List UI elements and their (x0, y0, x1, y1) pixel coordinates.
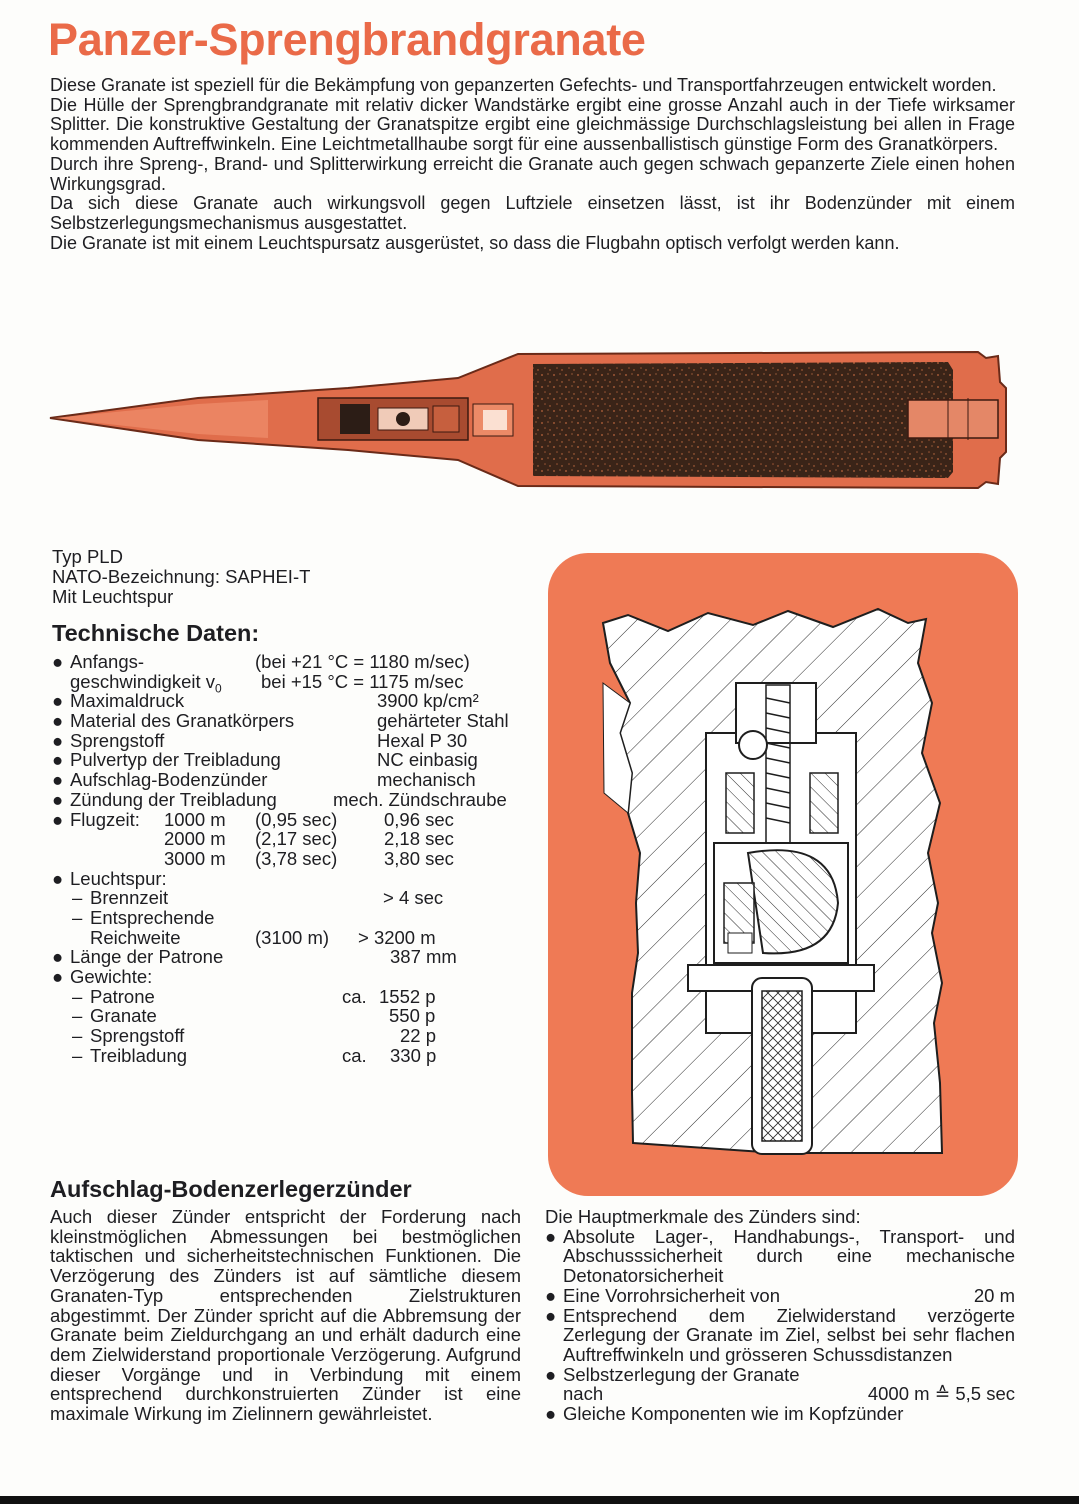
cartridge-cutaway-illustration (48, 348, 1010, 500)
bullet: ● (52, 769, 64, 791)
feature-text: Gleiche Komponenten wie im Kopfzünder (563, 1403, 904, 1425)
flight-distance: 3000 m (164, 847, 226, 869)
bullet: ● (52, 710, 64, 732)
technical-data-list (52, 652, 532, 1065)
weight-row (52, 1006, 532, 1026)
flight-time-calc: (0,95 sec) (255, 808, 338, 830)
weight-prefix: ca. (342, 1044, 367, 1066)
spec-condition: (3100 m) (255, 926, 330, 948)
nato-designation: NATO-Bezeichnung: SAPHEI-T (52, 566, 311, 587)
cartridge-designation (52, 547, 310, 607)
feature-item (545, 1404, 1015, 1424)
spec-value: > 4 sec (383, 887, 444, 909)
spec-value: 387 mm (390, 946, 457, 968)
weight-prefix: ca. (342, 985, 367, 1007)
weight-row (52, 1046, 532, 1066)
weight-label: Patrone (90, 985, 155, 1007)
fuze-features (545, 1207, 1015, 1424)
feature-text: Selbstzerlegung der Granate (563, 1363, 800, 1385)
spec-row (52, 967, 532, 987)
spec-label: Flugzeit: (70, 808, 140, 830)
features-intro: Die Hauptmerkmale des Zünders sind: (545, 1206, 861, 1227)
spec-value: mechanisch (377, 769, 476, 791)
feature-item (545, 1306, 1015, 1365)
bullet: ● (545, 1363, 557, 1385)
dash: – (72, 906, 83, 928)
spec-row (52, 652, 532, 672)
bullet: ● (52, 808, 64, 830)
feature-text: Absolute Lager-, Handhabungs-, Transport- und Abschusssicherheit durch eine mechanische Detonatorsicherheit (563, 1225, 1015, 1287)
bottom-rule (0, 1496, 1079, 1504)
bullet: ● (545, 1304, 557, 1326)
flight-time-measured: 0,96 sec (384, 808, 454, 830)
dash: – (72, 1005, 83, 1027)
bullet: ● (545, 1284, 557, 1306)
flight-distance: 2000 m (164, 828, 226, 850)
intro-text (50, 76, 1015, 253)
spec-label: Material des Granatkörpers (70, 710, 295, 732)
feature-item (545, 1286, 1015, 1306)
page-title: Panzer-Sprengbrandgranate (48, 14, 646, 65)
type-label: Typ PLD (52, 546, 123, 567)
fuze-description: Auch dieser Zünder entspricht der Forderung nach kleinstmöglichen Abmessungen bei bestmöglichen taktischen und sicherheitstechnischen Funktionen. Die Verzögerung des Zünders ist auf sämtliche diesem Granaten-Typ entsprechenden Zielstrukturen abgestimmt. Der Zünder spricht auf die Abbremsung der Granate beim Zieldurchgang an und erhält dadurch eine dem Zielwiderstand proportionale Verzögerung. Aufgrund dieser Vorgänge und in Verbindung mit einem entsprechend durchkonstruierten Zünder ist eine maximale Wirkung im Zielinnern gewährleistet. (50, 1206, 521, 1425)
dash: – (72, 985, 83, 1007)
propellant-charge (533, 362, 953, 478)
flight-time-calc: (3,78 sec) (255, 847, 338, 869)
spec-value: 3900 kp/cm² (377, 690, 479, 712)
spec-label: geschwindigkeit v (70, 670, 215, 692)
flight-time-measured: 3,80 sec (384, 847, 454, 869)
spec-label: Maximaldruck (70, 690, 185, 712)
spec-row (52, 908, 532, 928)
bullet: ● (545, 1403, 557, 1425)
spec-value: > 3200 m (358, 926, 436, 948)
weight-value: 550 p (389, 1005, 436, 1027)
intro-paragraph: Die Hülle der Sprengbrandgranate mit relativ dicker Wandstärke ergibt eine grosse Anzahl auch in der Tiefe wirksamer Splitter. Die konstruktive Gestaltung der Granatspitze ergibt eine gleichmässige Durchschlagsleistung bei allen in Frage kommenden Auftreffwinkeln. Eine Leichtmetallhaube sorgt für eine aussenballistisch günstige Form des Granatkörpers. (50, 94, 1015, 155)
spec-row (52, 947, 532, 967)
spec-label: Sprengstoff (70, 729, 165, 751)
spec-value: gehärteter Stahl (377, 710, 509, 732)
weight-value: 1552 p (379, 985, 436, 1007)
spec-label: Zündung der Treibladung (70, 788, 277, 810)
spec-label: Leuchtspur: (70, 867, 167, 889)
dash: – (72, 1044, 83, 1066)
weight-row (52, 1026, 532, 1046)
flight-time-measured: 2,18 sec (384, 828, 454, 850)
intro-paragraph: Die Granate ist mit einem Leuchtspursatz ausgerüstet, so dass die Flugbahn optisch verfolgt werden kann. (50, 232, 900, 253)
spec-row (52, 691, 532, 711)
spec-row (52, 829, 532, 849)
spec-row (52, 810, 532, 830)
bullet: ● (52, 729, 64, 751)
spec-label: Länge der Patrone (70, 946, 224, 968)
spec-row (52, 711, 532, 731)
bullet: ● (52, 749, 64, 771)
spec-row: geschwindigkeit $v_0$ bei +15 °C = 1175 m/sec (70, 670, 464, 696)
spec-value: Hexal P 30 (377, 729, 468, 751)
bullet: ● (52, 946, 64, 968)
dash: – (72, 1025, 83, 1047)
intro-paragraph: Da sich diese Granate auch wirkungsvoll gegen Luftziele einsetzen lässt, ist ihr Bodenzünder mit einem Selbstzerlegungsmechanismus ausgestattet. (50, 193, 1015, 233)
feature-value: 20 m (973, 1284, 1015, 1306)
spec-row (52, 869, 532, 889)
intro-paragraph: Durch ihre Spreng-, Brand- und Splitterwirkung erreicht die Granate auch gegen schwach gepanzerte Ziele einen hohen Wirkungsgrad. (50, 153, 1015, 194)
spec-label: Brennzeit (90, 887, 169, 909)
spec-row (52, 888, 532, 908)
spec-row (52, 849, 532, 869)
weight-label: Treibladung (90, 1044, 188, 1066)
bullet: ● (52, 690, 64, 712)
safety-rotor (748, 850, 838, 953)
detent-ball (739, 731, 767, 759)
bullet: ● (52, 651, 64, 672)
spec-label: Anfangs- (70, 651, 145, 672)
weight-value: 22 p (400, 1025, 437, 1047)
spec-label: Gewichte: (70, 966, 153, 987)
spec-row (52, 731, 532, 751)
spec-value: mech. Zündschraube (333, 788, 507, 810)
fuze-heading: Aufschlag-Bodenzerlegerzünder (50, 1176, 412, 1202)
spec-row (52, 790, 532, 810)
dash: – (72, 887, 83, 909)
spec-value: bei +15 °C = 1175 m/sec (261, 670, 464, 692)
weight-label: Sprengstoff (90, 1025, 185, 1047)
spec-row (52, 928, 532, 948)
weight-label: Granate (90, 1005, 157, 1027)
spec-value: NC einbasig (377, 749, 478, 771)
feature-text: Entsprechend dem Zielwiderstand verzögerte Zerlegung der Granate im Ziel, selbst bei sehr flachen Auftreffwinkeln und grösseren Schussdistanzen (563, 1304, 1015, 1365)
spec-label: Reichweite (90, 926, 181, 948)
bullet: ● (52, 867, 64, 889)
fuze-cross-section-illustration (548, 553, 1018, 1196)
flight-time-calc: (2,17 sec) (255, 828, 338, 850)
feature-text: Eine Vorrohrsicherheit von (563, 1284, 780, 1306)
weight-row (52, 987, 532, 1007)
feature-text: nach (563, 1383, 604, 1405)
intro-paragraph: Diese Granate ist speziell für die Bekämpfung von gepanzerten Gefechts- und Transportfahrzeugen entwickelt worden. (50, 75, 997, 95)
bullet: ● (545, 1225, 557, 1247)
bullet: ● (52, 966, 64, 987)
spec-value: (bei +21 °C = 1180 m/sec) (255, 651, 470, 672)
spec-row (52, 770, 532, 790)
feature-item (545, 1365, 1015, 1404)
bullet: ● (52, 788, 64, 810)
spec-label: Pulvertyp der Treibladung (70, 749, 281, 771)
spec-label: Entsprechende (90, 906, 215, 928)
tracer-note: Mit Leuchtspur (52, 586, 174, 607)
flight-distance: 1000 m (164, 808, 226, 830)
weight-value: 330 p (390, 1044, 437, 1066)
spec-row (52, 750, 532, 770)
spec-label: Aufschlag-Bodenzünder (70, 769, 268, 791)
feature-value: 4000 m ≙ 5,5 sec (867, 1383, 1015, 1405)
feature-item (545, 1227, 1015, 1286)
technical-data-heading: Technische Daten: (52, 620, 260, 646)
